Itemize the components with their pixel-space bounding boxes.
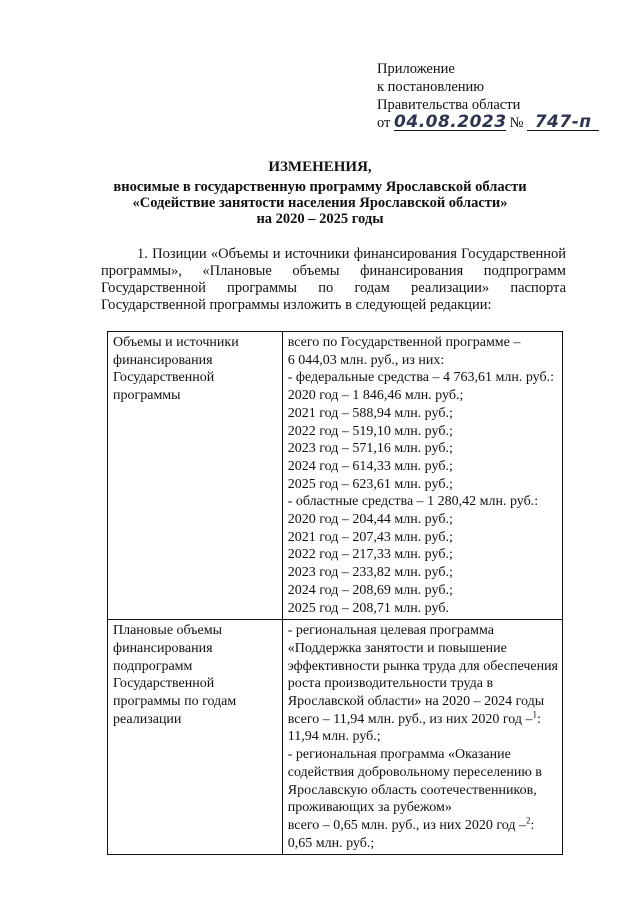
row-value-line: - региональная программа «Оказание — [287, 747, 511, 763]
table-row — [108, 620, 563, 855]
row-value-line: 2023 год – 233,82 млн. руб.; — [287, 565, 453, 581]
heading-line-2: вносимые в государственную программу Ярославской области — [113, 179, 527, 195]
financing-table — [107, 331, 563, 855]
row-label-line: подпрограмм — [113, 658, 193, 674]
row-label-line: Объемы и источники — [113, 335, 239, 350]
row-value-line: - областные средства – 1 280,42 млн. руб.: — [287, 494, 539, 510]
table-row — [108, 332, 563, 620]
handwritten-date: 04.08.2023 — [394, 112, 507, 132]
intro-text: 1. Позиции «Объемы и источники финансирования Государственной программы», «Плановые объемы финансирования подпрограмм Государственной программы по годам реализации» паспорта Государственной программы изложить в следующей редакции: — [101, 246, 566, 313]
handwritten-number: 747-п — [527, 114, 599, 131]
heading-line-4: на 2020 – 2025 годы — [256, 211, 384, 227]
row-value-line: 2025 год – 208,71 млн. руб. — [287, 600, 449, 616]
row-value-line: «Поддержка занятости и повышение — [287, 640, 507, 656]
number-label: № — [509, 115, 524, 131]
row-value-line: 11,94 млн. руб.; — [287, 729, 381, 745]
row-label-line: Государственной — [113, 370, 215, 386]
row-label-line: реализации — [113, 711, 182, 727]
row-label-line: Государственной — [113, 676, 215, 692]
row-value-line: - региональная целевая программа — [287, 623, 494, 639]
appendix-line-2: к постановлению — [377, 79, 485, 95]
row-label-cell — [108, 620, 283, 855]
row-value-line: 2020 год – 204,44 млн. руб.; — [287, 512, 453, 528]
heading-title: ИЗМЕНЕНИЯ, — [268, 159, 372, 175]
row-label-line: программы — [113, 388, 181, 404]
row-value-cell — [282, 620, 562, 855]
row-value-line: всего по Государственной программе – — [287, 335, 521, 350]
row-value-line: 2021 год – 588,94 млн. руб.; — [287, 405, 453, 421]
row-value-line: всего – 11,94 млн. руб., из них 2020 год –$^1$: — [287, 709, 541, 727]
footnote-marker: 2 — [525, 815, 531, 826]
document-heading — [0, 159, 640, 227]
row-value-line: эффективности рынка труда для обеспечения — [287, 658, 558, 674]
row-value-line: роста производительности труда в — [287, 676, 494, 692]
heading-line-3: «Содействие занятости населения Ярославской области» — [132, 195, 508, 211]
from-label: от — [377, 115, 391, 131]
row-label-cell — [108, 332, 283, 620]
row-value-line: 2021 год – 207,43 млн. руб.; — [287, 529, 453, 545]
row-value-line: 2020 год – 1 846,46 млн. руб.; — [287, 388, 464, 404]
row-value-line: Ярославской области» на 2020 – 2024 годы — [287, 694, 545, 710]
appendix-line-3: Правительства области — [377, 97, 521, 113]
row-value-line: 2024 год – 614,33 млн. руб.; — [287, 458, 453, 474]
footnote-marker: 1 — [532, 709, 537, 720]
row-value-line: 2022 год – 217,33 млн. руб.; — [287, 547, 453, 563]
row-value-line: 2024 год – 208,69 млн. руб.; — [287, 582, 453, 598]
row-label-line: программы по годам — [113, 694, 237, 710]
row-value-line: - федеральные средства – 4 763,61 млн. руб.: — [287, 370, 554, 386]
intro-paragraph — [101, 246, 566, 314]
row-value-line: 6 044,03 млн. руб., из них: — [287, 352, 445, 368]
row-value-cell — [282, 332, 562, 620]
row-value-line: всего – 0,65 млн. руб., из них 2020 год –$^2$: — [287, 815, 535, 833]
row-value-line: Ярославскую область соотечественников, — [287, 782, 537, 798]
appendix-title: Приложение — [377, 61, 455, 77]
row-label-line: Плановые объемы — [113, 623, 223, 639]
row-value-line: проживающих за рубежом» — [287, 800, 452, 816]
appendix-signature-line — [377, 114, 599, 132]
row-value-line: 0,65 млн. руб.; — [287, 835, 375, 851]
row-label-line: финансирования — [113, 640, 213, 656]
row-label-line: финансирования — [113, 352, 213, 368]
row-value-line: 2023 год – 571,16 млн. руб.; — [287, 441, 453, 457]
row-value-line: 2022 год – 519,10 млн. руб.; — [287, 423, 453, 439]
row-value-line: содействия добровольному переселению в — [287, 764, 542, 780]
row-value-line: 2025 год – 623,61 млн. руб.; — [287, 476, 453, 492]
appendix-block — [377, 60, 599, 132]
